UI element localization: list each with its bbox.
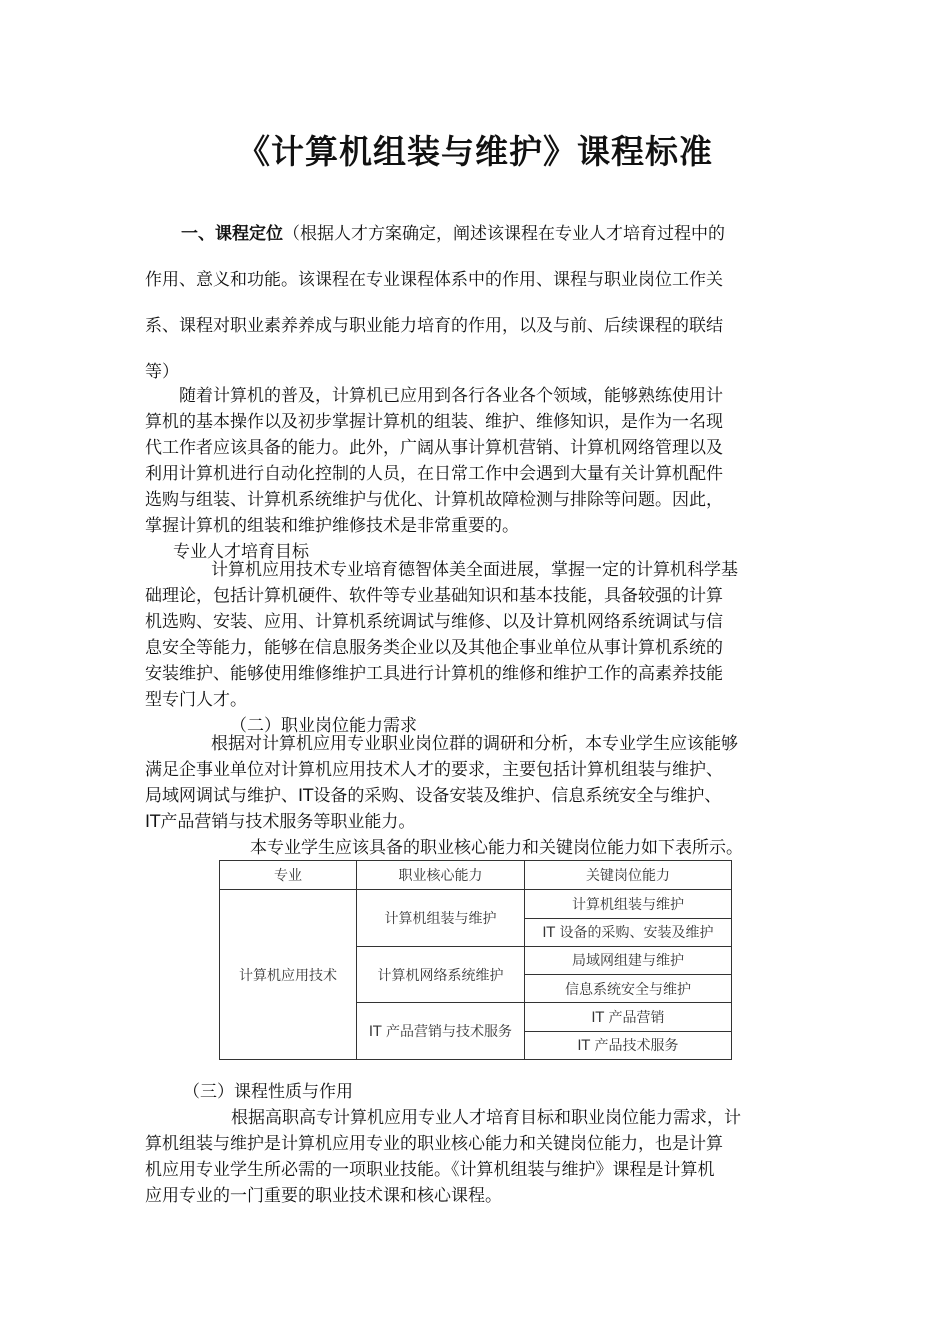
paragraph-line: 代工作者应该具备的能力。此外，广阔从事计算机营销、计算机网络管理以及 [145,438,723,458]
key-ability-cell: IT 产品营销 [525,1003,732,1031]
paragraph-line: 机应用专业学生所必需的一项职业技能。《计算机组装与维护》课程是计算机 [145,1160,715,1180]
paragraph-line: 息安全等能力，能够在信息服务类企业以及其他企事业单位从事计算机系统的 [145,638,723,658]
key-ability-cell: 信息系统安全与维护 [525,975,732,1003]
section3-heading: （三）课程性质与作用 [183,1082,353,1102]
paragraph-line: 应用专业的一门重要的职业技术课和核心课程。 [145,1186,502,1206]
table-header-cell: 关键岗位能力 [525,861,732,890]
paragraph-line: 满足企事业单位对计算机应用技术人才的要求，主要包括计算机组装与维护、 [145,760,723,780]
key-ability-cell: IT 产品技术服务 [525,1031,732,1059]
table-header-cell: 专业 [220,861,357,890]
paragraph-line: 计算机应用技术专业培育德智体美全面进展，掌握一定的计算机科学基 [211,560,738,580]
paragraph-line: 选购与组装、计算机系统维护与优化、计算机故障检测与排除等问题。因此， [145,490,723,510]
paragraph-goal [145,557,810,739]
section1-first-line [145,211,810,257]
paragraph-line: 根据对计算机应用专业职业岗位群的调研和分析，本专业学生应该能够 [211,734,738,754]
paragraph-line: 算机的基本操作以及初步掌握计算机的组装、维护、维修知识，是作为一名现 [145,412,723,432]
paragraph-line: 型专门人才。 [145,690,247,710]
paragraph-line: 根据高职高专计算机应用专业人才培育目标和职业岗位能力需求，计 [231,1108,741,1128]
document-title: 《计算机组装与维护》课程标准 [237,132,713,171]
paragraph-line: 随着计算机的普及，计算机已应用到各行各业各个领域，能够熟练使用计 [179,386,723,406]
table-row [220,890,732,918]
section2-heading: （二）职业岗位能力需求 [230,716,417,736]
section1-note-line: 等） [145,362,179,382]
table-header-cell: 职业核心能力 [357,861,525,890]
core-ability-cell: IT 产品营销与技术服务 [357,1003,525,1060]
section1-note-line: 作用、意义和功能。该课程在专业课程体系中的作用、课程与职业岗位工作关 [145,270,723,290]
paragraph-abilities [145,731,810,861]
core-ability-cell: 计算机网络系统维护 [357,946,525,1003]
paragraph-line: 利用计算机进行自动化控制的人员，在日常工作中会遇到大量有关计算机配件 [145,464,723,484]
core-ability-cell: 计算机组装与维护 [357,890,525,947]
section1-note-line: 系、课程对职业素养养成与职业能力培育的作用，以及与前、后续课程的联结 [145,316,723,336]
goal-heading: 专业人才培育目标 [173,542,309,562]
paragraph-line: 局域网调试与维护、IT设备的采购、设备安装及维护、信息系统安全与维护、 [145,786,722,806]
section1-heading: 一、课程定位 [181,224,283,244]
table-intro: 本专业学生应该具备的职业核心能力和关键岗位能力如下表所示。 [250,838,743,858]
key-ability-cell: 计算机组装与维护 [525,890,732,918]
key-ability-cell: IT 设备的采购、安装及维护 [525,918,732,946]
paragraph-line: 础理论，包括计算机硬件、软件等专业基础知识和基本技能，具备较强的计算 [145,586,723,606]
paragraph-line: IT产品营销与技术服务等职业能力。 [145,812,416,832]
section3-block [145,1079,810,1209]
paragraph-line: 算机组装与维护是计算机应用专业的职业核心能力和关键岗位能力，也是计算 [145,1134,723,1154]
paragraph-intro [145,383,810,565]
key-ability-cell: 局域网组建与维护 [525,946,732,974]
section1-note-line: （根据人才方案确定，阐述该课程在专业人才培育过程中的 [283,224,725,244]
table-header-row [220,861,732,890]
paragraph-line: 掌握计算机的组装和维护维修技术是非常重要的。 [145,516,519,536]
ability-table [219,860,732,1060]
major-cell: 计算机应用技术 [220,890,357,1060]
paragraph-line: 机选购、安装、应用、计算机系统调试与维修、以及计算机网络系统调试与信 [145,612,723,632]
paragraph-line: 安装维护、能够使用维修维护工具进行计算机的维修和维护工作的高素养技能 [145,664,723,684]
section1-block [145,211,810,395]
